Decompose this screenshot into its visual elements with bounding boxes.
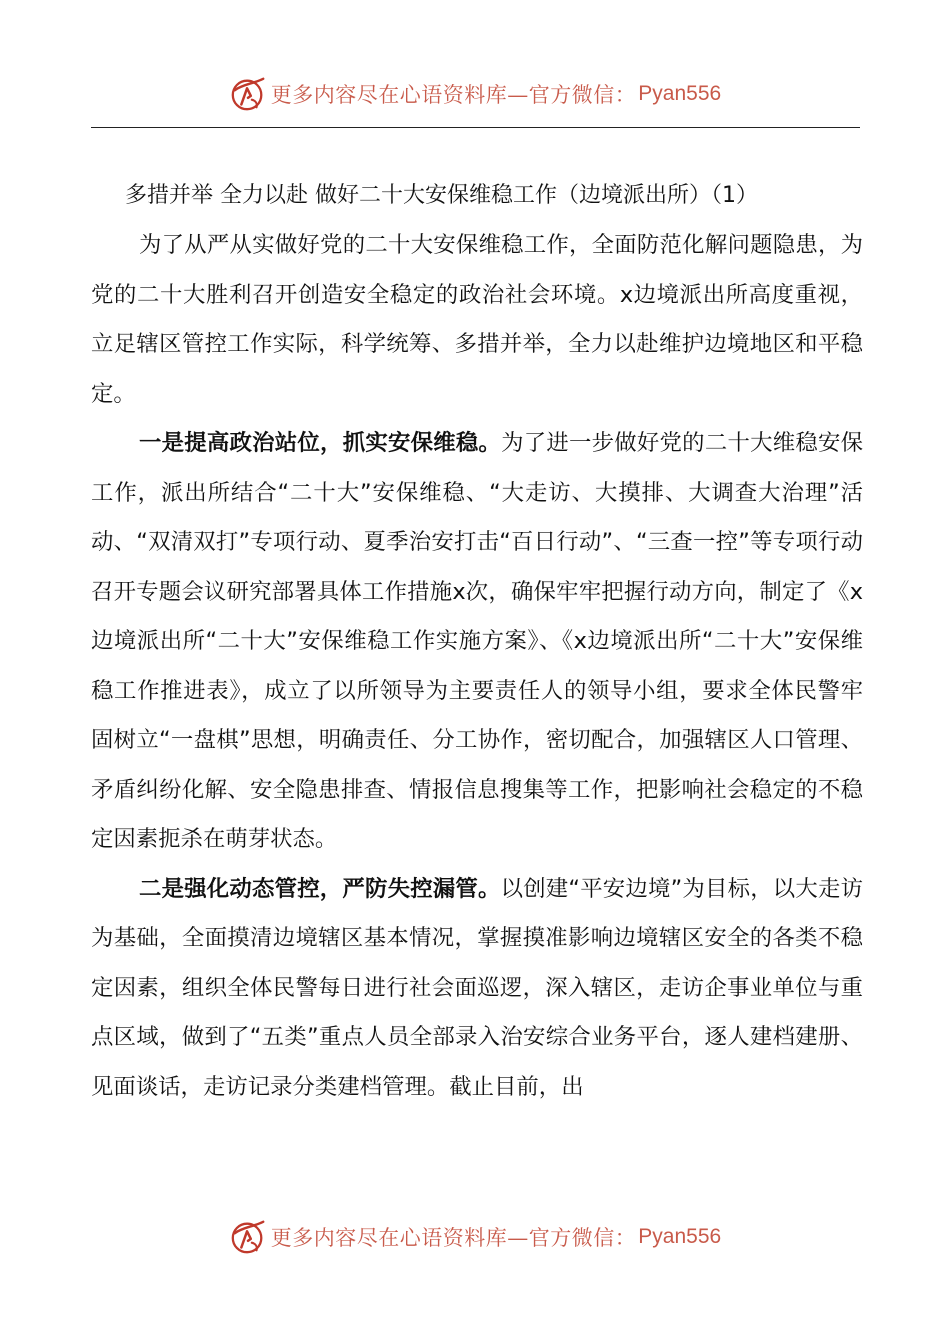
paragraph-text: 为了从严从实做好党的二十大安保维稳工作，全面防范化解问题隐患，为党的二十大胜利召开创造安全稳定的政治社会环境。x边境派出所高度重视，立足辖区管控工作实际，科学统筹、多措并举，全力以赴维护边境地区和平稳定。 (91, 232, 863, 407)
paragraph-point-1 (91, 419, 863, 865)
brand-logo-icon (229, 75, 267, 113)
header-watermark (0, 72, 950, 116)
document-title: 多措并举 全力以赴 做好二十大安保维稳工作（边境派出所）（1） (125, 183, 758, 208)
paragraph-lead: 二是强化动态管控，严防失控漏管。 (139, 875, 501, 902)
footer-watermark (0, 1215, 950, 1259)
wechat-id: Pyan556 (638, 1225, 722, 1248)
header-divider (91, 127, 860, 128)
paragraph-point-2 (91, 865, 863, 1113)
wechat-id: Pyan556 (638, 82, 722, 105)
paragraph-text: 为了进一步做好党的二十大维稳安保工作，派出所结合“二十大”安保维稳、“大走访、大摸排、大调查大治理”活动、“双清双打”专项行动、夏季治安打击“百日行动”、“三查一控”等专项行动召开专题会议研究部署具体工作措施x次，确保牢牢把握行动方向，制定了《x边境派出所“二十大”安保维稳工作实施方案》、《x边境派出所“二十大”安保维稳工作推进表》，成立了以所领导为主要责任人的领导小组，要求全体民警牢固树立“一盘棋”思想，明确责任、分工协作，密切配合，加强辖区人口管理、矛盾纠纷化解、安全隐患排查、情报信息搜集等工作，把影响社会稳定的不稳定因素扼杀在萌芽状态。 (91, 430, 864, 852)
watermark-text: 更多内容尽在心语资料库—官方微信： (270, 1226, 637, 1250)
paragraph-lead: 一是提高政治站位，抓实安保维稳。 (139, 430, 502, 456)
watermark-text: 更多内容尽在心语资料库—官方微信： (270, 83, 637, 107)
paragraph-intro (91, 221, 863, 419)
document-body (91, 171, 863, 1112)
brand-logo-icon (229, 1218, 267, 1256)
paragraph-text: 以创建“平安边境”为目标，以大走访为基础，全面摸清边境辖区基本情况，掌握摸准影响边境辖区安全的各类不稳定因素，组织全体民警每日进行社会面巡逻，深入辖区，走访企事业单位与重点区域，做到了“五类”重点人员全部录入治安综合业务平台，逐人建档建册、见面谈话，走访记录分类建档管理。截止目前，出 (91, 875, 863, 1100)
